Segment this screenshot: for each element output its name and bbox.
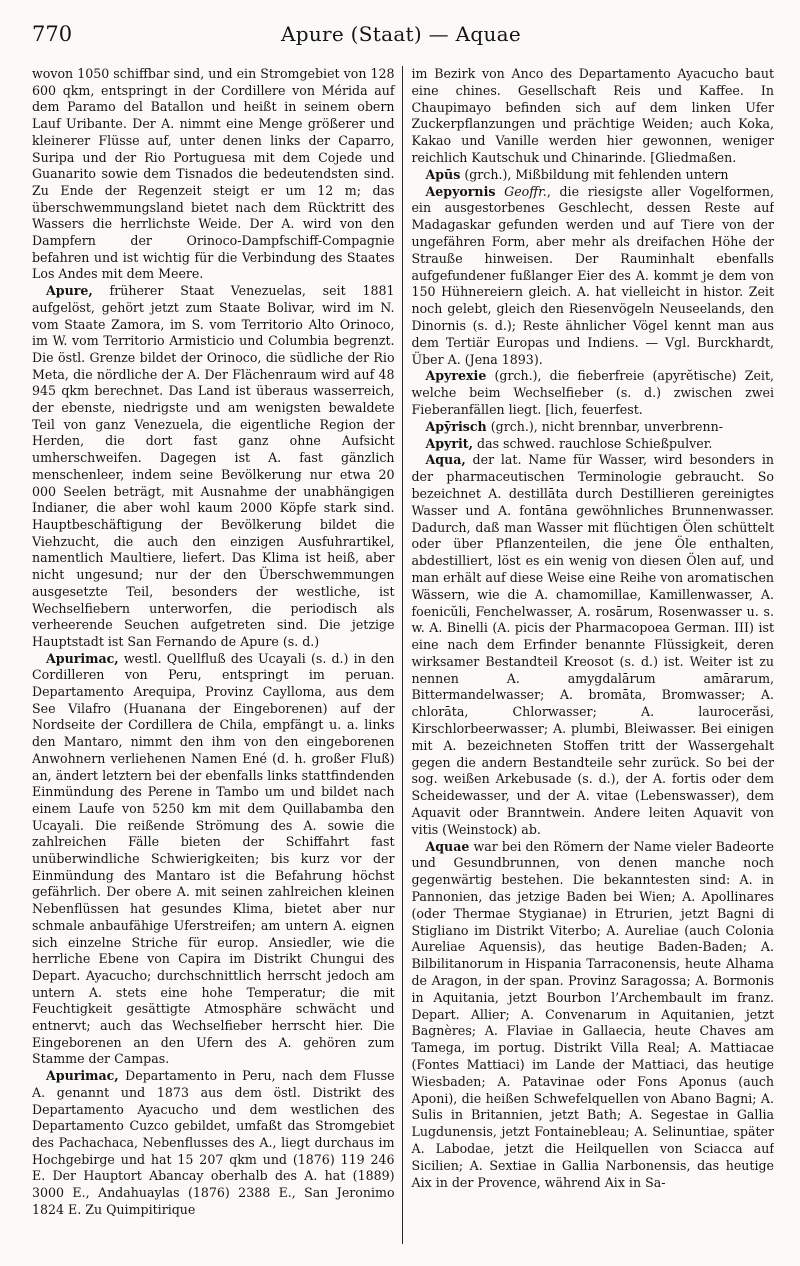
entry-aqua (411, 452, 774, 838)
headword: Aepyornis (425, 183, 496, 199)
entry-text: das schwed. rauchlose Schießpulver. (473, 435, 713, 451)
entry-text: (grch.), die fieberfreie (apyrĕtische) Zeit, welche beim Wechselfieber (s. d.) zwischen zwei Fieberanfällen liegt. (411, 368, 775, 417)
left-column (32, 66, 402, 1244)
headword: Apūs (425, 166, 461, 182)
entry-apure (32, 283, 395, 650)
entry-text: westl. Quellfluß des Ucayali (s. d.) in den Cordilleren von Peru, entspringt im peruan. Departamento Arequipa, Provinz Caylloma, aus dem See Vilafro (Huanana der Eingeborenen) auf der Nordseite der Cordillera de Chila, empfängt u. a. links den Mantaro, nimmt den ihm von den eingeborenen Anwohnern verliehenen Namen Ené (d. h. großer Fluß) an, ändert letztern bei der ebenfalls links stattfindenden Einmündung des Perene in Tambo um und bildet nach einem Laufe von 5250 km mit dem Quillabamba den Ucayali. Die reißende Strömung des A. sowie die zahlreichen Fälle bieten der Schiffahrt fast unüberwindliche Schwierigkeiten; bis kurz vor der Einmündung des Mantaro ist die Befahrung höchst gefährlich. Der obere A. mit seinen zahlreichen kleinen Nebenflüssen hat gesundes Klima, bietet aber nur schmale anbaufähige Uferstreifen; am untern A. eignen sich einzelne Striche für europ. Ansiedler, wie die herrliche Ebene von Capira im Distrikt Chungui des Depart. Ayacucho; durchschnittlich herrscht jedoch am untern A. stets eine hohe Temperatur; die mit Feuchtigkeit gesättigte Atmosphäre schwächt und entnervt; auch das Wechselfieber herrscht hier. Die Eingeborenen an den Ufern des A. gehören zum Stamme der Campas. (32, 650, 395, 1067)
entry-text: im Bezirk von Anco des Departamento Ayacucho baut eine chines. Gesellschaft Reis und Kaffee. In Chaupimayo befinden sich auf dem linken Ufer Zuckerpflanzungen und prächtige Weiden; auch Koka, Kakao und Vanille werden hier gewonnen, weniger reichlich Kautschuk und Chinarinde. (411, 66, 775, 165)
entry-aepyornis (411, 184, 774, 369)
headword: Apȳrisch (425, 418, 487, 434)
entry-text: (grch.), Mißbildung mit fehlenden untern (460, 166, 729, 182)
page-header (32, 22, 770, 56)
right-column (402, 66, 774, 1244)
author-abbrev: Geoffr. (495, 183, 547, 199)
entry-text: , die riesigste aller Vogelformen, ein ausgestorbenes Geschlecht, dessen Reste auf Madagaskar gefunden werden und auf Tiere von der ungefähren Form, aber mehr als dreifachen Höhe der Strauße hinweisen. Der Rauminhalt ebenfalls aufgefundener fußlanger Eier des A. kommt je dem von 150 Hühnereiern gleich. A. hat vielleicht in histor. Zeit noch gelebt, gleich den Riesenvögeln Neuseelands, den Dinornis (s. d.); Reste ähnlicher Vögel kennt man aus dem Tertiär Europas und Indiens. — Vgl. Burckhardt, Über A. (Jena 1893). (411, 183, 775, 367)
entry-text: der lat. Name für Wasser, wird besonders in der pharmaceutischen Terminologie gebraucht. So bezeichnet A. destillāta durch Destillieren gereinigtes Wasser und A. fontāna gewöhnliches Brunnenwasser. Dadurch, daß man Wasser mit flüchtigen Ölen schüttelt oder über Pflanzenteilen, die jene Öle enthalten, abdestilliert, löst es ein wenig von diesen Ölen auf, und man erhält auf diese Weise eine Reihe von aromatischen Wässern, wie die A. chamomillae, Kamillenwasser, A. foenicŭli, Fenchelwasser, A. rosārum, Rosenwasser u. s. w. A. Binelli (A. picis der Pharmacopoea German. III) ist eine nach dem Erfinder benannte Flüssigkeit, deren wirksamer Bestandteil Kreosot (s. d.) ist. Weiter ist zu nennen A. amygdalārum amārarum, Bittermandelwasser; A. bromāta, Bromwasser; A. chlorāta, Chlorwasser; A. laurocerăsi, Kirschlorbeerwasser; A. plumbi, Bleiwasser. Bei einigen mit A. bezeichneten Stoffen tritt der Wassergehalt gegen die andern Bestandteile sehr zurück. So bei der sog. weißen Arkebusade (s. d.), der A. fortis oder dem Scheidewasser, und der A. vitae (Lebenswasser), dem Aquavit oder Branntwein. Andere leiten Aquavit von vitis (Weinstock) ab. (411, 452, 775, 837)
headword: Aquae (425, 838, 470, 854)
entry-apurimac-department (32, 1068, 395, 1218)
entry-aquae (411, 839, 774, 1192)
continued-paragraph: wovon 1050 schiffbar sind, und ein Stromgebiet von 128 600 qkm, entspringt in der Cordillere von Mérida auf dem Paramo del Batallon und heißt in seinem obern Lauf Uribante. Der A. nimmt eine Menge größerer und kleinerer Flüsse auf, unter denen links der Caparro, Suripa und der Rio Portuguesa mit dem Cojede und Guanarito sowie dem Tisnados die bedeutendsten sind. Zu Ende der Regenzeit steigt er um 12 m; das überschwemmungsland bietet nach dem Rücktritt des Wassers die herrlichste Weide. Der A. wird von den Dampfern der Orinoco-Dampfschiff-Compagnie befahren und ist wichtig für die Verbindung des Staates Los Andes mit dem Meere. (32, 66, 395, 282)
entry-text: früherer Staat Venezuelas, seit 1881 aufgelöst, gehört jetzt zum Staate Bolivar, wird im N. vom Staate Zamora, im S. vom Territorio Alto Orinoco, im W. vom Territorio Armisticio und Columbia begrenzt. Die östl. Grenze bildet der Orinoco, die südliche der Rio Meta, die nördliche der A. Der Flächenraum wird auf 48 945 qkm berechnet. Das Land ist überaus wasserreich, der ebenste, niedrigste und am wenigsten bewaldete Teil von ganz Venezuela, die eigentliche Region der Herden, die dort fast ganz ohne Aufsicht umherschweifen. Dagegen ist A. fast gänzlich menschenleer, indem seine Bevölkerung nur etwa 20 000 Seelen beträgt, mit Ausnahme der unabhängigen Indianer, die aber wohl kaum 2000 Köpfe stark sind. Hauptbeschäftigung der Bevölkerung bildet die Viehzucht, die auch den einzigen Ausfuhrartikel, namentlich Maultiere, liefert. Das Klima ist heiß, aber nicht ungesund; nur der den Überschwemmungen ausgesetzte Teil, besonders der westliche, ist Wechselfiebern unterworfen, die periodisch als verheerende Seuchen aufgetreten sind. Die jetzige Hauptstadt ist San Fernando de Apure (s. d.) (32, 283, 395, 649)
headword: Apyrexie (425, 368, 487, 384)
carry-over-text: [Gliedmaßen. (650, 149, 737, 165)
entry-apyrisch (411, 419, 774, 436)
entry-text: (grch.), nicht brennbar, unverbrenn- (486, 418, 723, 434)
headword: Apure, (46, 283, 93, 299)
carry-over-text: [lich, feuerfest. (545, 401, 643, 417)
continued-paragraph (411, 66, 774, 167)
headword: Apurimac, (46, 1068, 119, 1084)
entry-text: war bei den Römern der Name vieler Badeorte und Gesundbrunnen, von denen manche noch gegenwärtig bestehen. Die bekanntesten sind: A. in Pannonien, das jetzige Baden bei Wien; A. Apollinares (oder Thermae Stygianae) in Etrurien, jetzt Bagni di Stigliano im Distrikt Viterbo; A. Aureliae (auch Colonia Aureliae Aquensis), das heutige Baden-Baden; A. Bilbilitanorum in Hispania Tarraconensis, heute Alhama de Aragon, in der span. Provinz Saragossa; A. Bormonis in Aquitania, jetzt Bourbon l’Archembault im franz. Depart. Allier; A. Convenarum in Aquitanien, jetzt Bagnères; A. Flaviae in Gallaecia, heute Chaves am Tamega, im portug. Distrikt Villa Real; A. Mattiacae (Fontes Mattiaci) im Lande der Mattiaci, das heutige Wiesbaden; A. Patavinae oder Fons Aponus (auch Aponi), die heißen Schwefelquellen von Abano Bagni; A. Sulis in Britannien, jetzt Bath; A. Segestae in Gallia Lugdunensis, jetzt Fontainebleau; A. Selinuntiae, später A. Labodae, jetzt die Heilquellen von Sciacca auf Sicilien; A. Sextiae in Gallia Narbonensis, das heutige Aix in der Provence, während Aix in Sa- (411, 838, 775, 1190)
running-head: Apure (Staat) — Aquae (280, 22, 521, 46)
entry-apus (411, 167, 774, 184)
text-columns (32, 66, 774, 1244)
headword: Apyrit, (425, 435, 473, 451)
page-number: 770 (32, 22, 73, 46)
headword: Apurimac, (46, 650, 119, 666)
entry-text: Departamento in Peru, nach dem Flusse A. genannt und 1873 aus dem östl. Distrikt des Departamento Ayacucho und dem westlichen des Departamento Cuzco gebildet, umfaßt das Stromgebiet des Pachachaca, Nebenflusses des A., liegt durchaus im Hochgebirge und hat 15 207 qkm und (1876) 119 246 E. Der Hauptort Abancay oberhalb des A. hat (1889) 3000 E., Andahuaylas (1876) 2388 E., San Jeronimo 1824 E. Zu Quimpitirique (32, 1068, 395, 1217)
entry-apyrit (411, 436, 774, 453)
headword: Aqua, (425, 452, 466, 468)
entry-apurimac-river (32, 651, 395, 1069)
entry-apyrexie (411, 368, 774, 418)
